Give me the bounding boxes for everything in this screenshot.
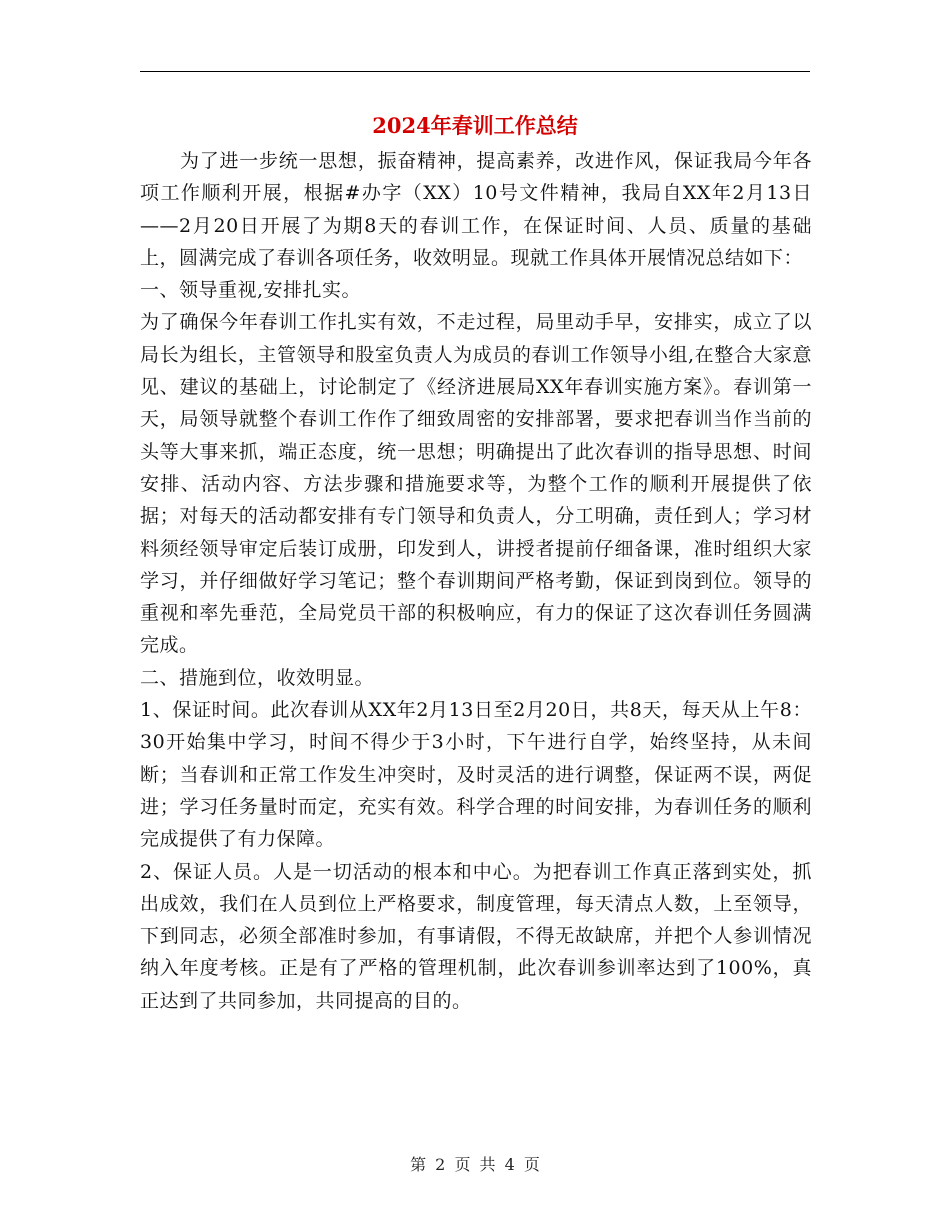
section-heading-2: 二、措施到位，收效明显。 bbox=[140, 666, 375, 689]
page-number-footer: 第 2 页 共 4 页 bbox=[410, 1155, 540, 1174]
body-paragraph: 1、保证时间。此次春训从XX年2月13日至2月20日，共8天，每天从上午8：30开始集中学习，时间不得少于3小时，下午进行自学，始终坚持，从未间断；当春训和正常工作发生冲突时，及时灵活的进行调整，保证两不误，两促进；学习任务量时而定，充实有效。科学合理的时间安排，为春训任务的顺利完成提供了有力保障。 bbox=[140, 699, 812, 851]
document-title: 2024年春训工作总结 bbox=[372, 113, 578, 138]
header-rule bbox=[140, 71, 810, 72]
body-paragraph: 为了确保今年春训工作扎实有效，不走过程，局里动手早，安排实，成立了以局长为组长，主管领导和股室负责人为成员的春训工作领导小组,在整合大家意见、建议的基础上，讨论制定了《经济进展局XX年春训实施方案》。春训第一天，局领导就整个春训工作作了细致周密的安排部署，要求把春训当作当前的头等大事来抓，端正态度，统一思想；明确提出了此次春训的指导思想、时间安排、活动内容、方法步骤和措施要求等，为整个工作的顺利开展提供了依据；对每天的活动都安排有专门领导和负责人，分工明确，责任到人；学习材料须经领导审定后装订成册，印发到人，讲授者提前仔细备课，准时组织大家学习，并仔细做好学习笔记；整个春训期间严格考勤，保证到岗到位。领导的重视和率先垂范，全局党员干部的积极响应，有力的保证了这次春训任务圆满完成。 bbox=[140, 311, 812, 657]
body-paragraph: 2、保证人员。人是一切活动的根本和中心。为把春训工作真正落到实处，抓出成效，我们在人员到位上严格要求，制度管理，每天清点人数，上至领导，下到同志，必须全部准时参加，有事请假，不得无故缺席，并把个人参训情况纳入年度考核。正是有了严格的管理机制，此次春训参训率达到了100%，真正达到了共同参加，共同提高的目的。 bbox=[140, 860, 812, 1012]
section-heading-1: 一、领导重视,安排扎实。 bbox=[140, 279, 362, 302]
intro-paragraph: 为了进一步统一思想，振奋精神，提高素养，改进作风，保证我局今年各项工作顺利开展，根据#办字（XX）10号文件精神，我局自XX年2月13日——2月20日开展了为期8天的春训工作，在保证时间、人员、质量的基础上，圆满完成了春训各项任务，收效明显。现就工作具体开展情况总结如下： bbox=[140, 150, 812, 269]
document-body bbox=[140, 145, 812, 1017]
